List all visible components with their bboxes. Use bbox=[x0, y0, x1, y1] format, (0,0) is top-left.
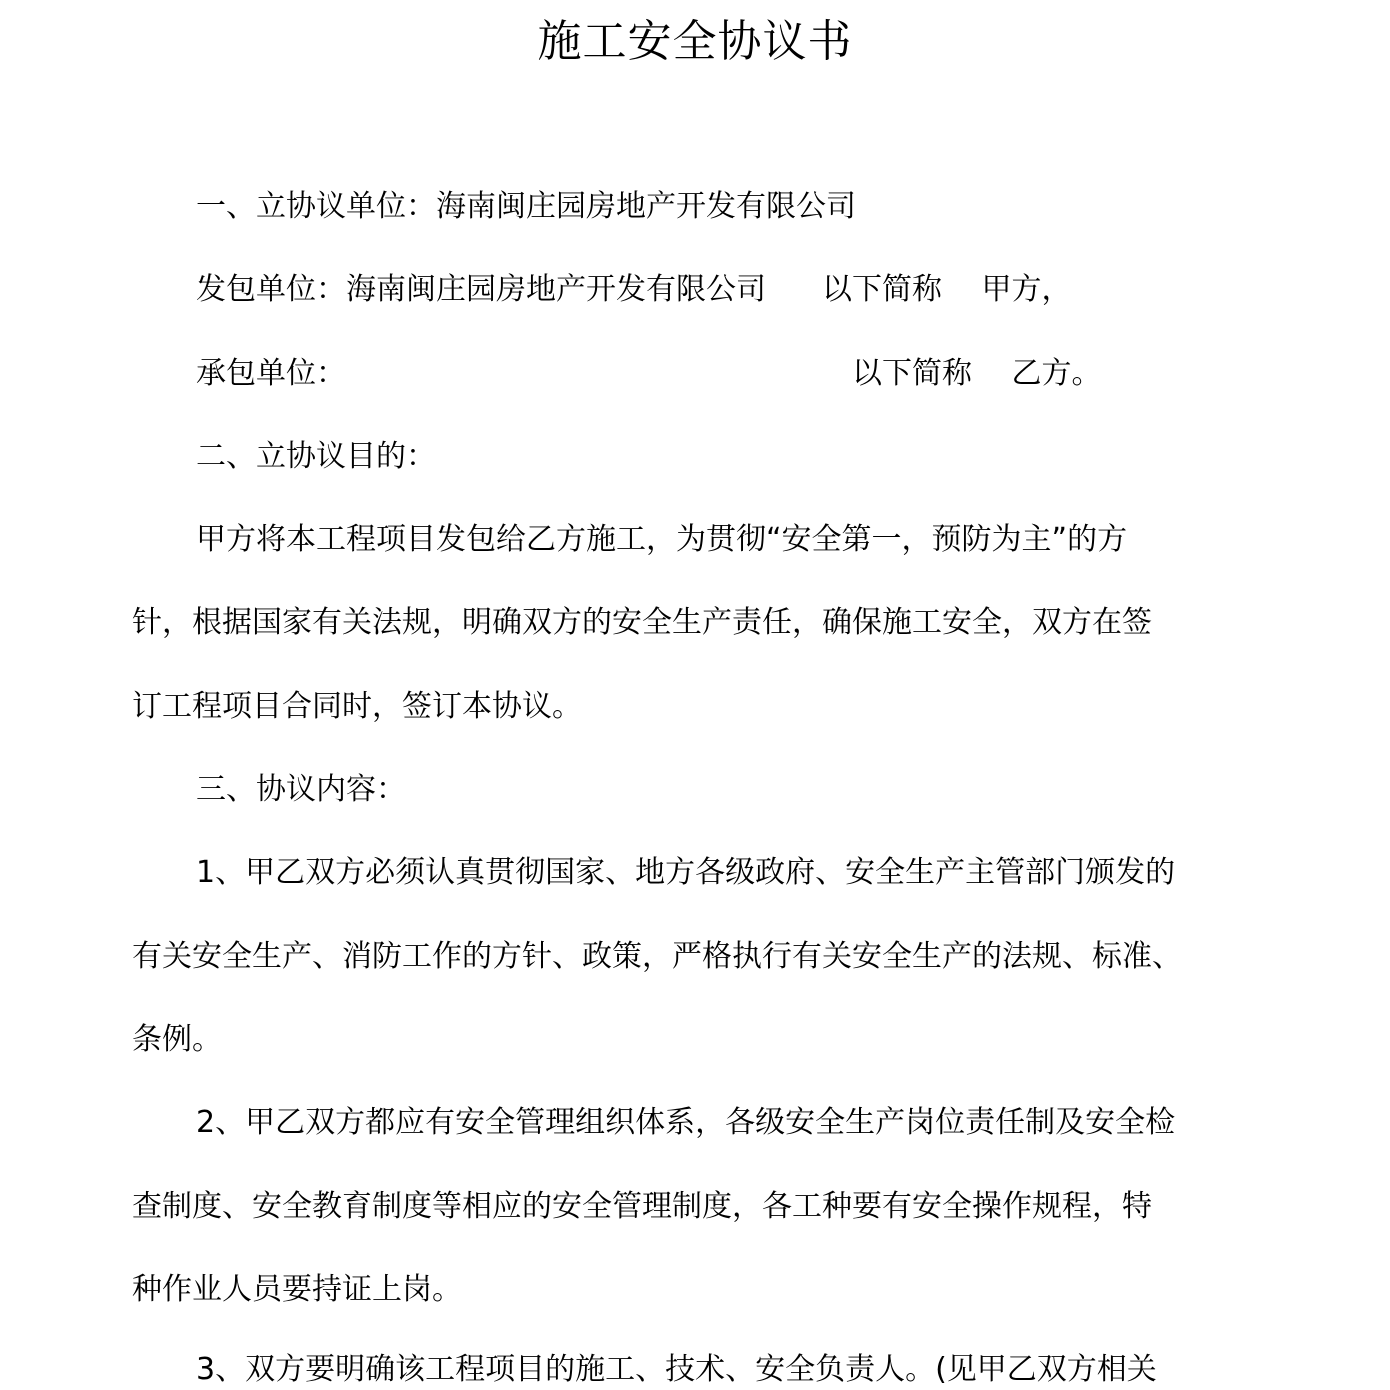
clause-2-line-1: 2、甲乙双方都应有安全管理组织体系，各级安全生产岗位责任制及安全检 bbox=[196, 1105, 1176, 1140]
party-a-short-name: 以下简称 甲方， bbox=[822, 272, 1072, 307]
clause-2-line-2: 查制度、安全教育制度等相应的安全管理制度，各工种要有安全操作规程，特 bbox=[132, 1189, 1152, 1224]
clause-1-line-1: 1、甲乙双方必须认真贯彻国家、地方各级政府、安全生产主管部门颁发的 bbox=[196, 855, 1176, 890]
purpose-line-3: 订工程项目合同时，签订本协议。 bbox=[132, 689, 582, 724]
section-2-heading: 二、立协议目的： bbox=[196, 439, 436, 474]
clause-3-line-1: 3、双方要明确该工程项目的施工、技术、安全负责人。(见甲乙双方相关 bbox=[196, 1352, 1157, 1387]
purpose-line-1: 甲方将本工程项目发包给乙方施工，为贯彻“安全第一，预防为主”的方 bbox=[196, 522, 1128, 557]
clause-2-line-3: 种作业人员要持证上岗。 bbox=[132, 1272, 462, 1307]
party-a-line: 发包单位：海南闽庄园房地产开发有限公司 bbox=[196, 272, 766, 307]
purpose-line-2: 针，根据国家有关法规，明确双方的安全生产责任，确保施工安全，双方在签 bbox=[132, 605, 1152, 640]
section-3-heading: 三、协议内容： bbox=[196, 772, 406, 807]
clause-1-line-3: 条例。 bbox=[132, 1022, 222, 1057]
party-b-line: 承包单位： bbox=[196, 356, 346, 391]
section-1-heading: 一、立协议单位：海南闽庄园房地产开发有限公司 bbox=[196, 189, 856, 224]
party-b-short-name: 以下简称 乙方。 bbox=[852, 356, 1102, 391]
clause-1-line-2: 有关安全生产、消防工作的方针、政策，严格执行有关安全生产的法规、标准、 bbox=[132, 939, 1182, 974]
document-title: 施工安全协议书 bbox=[537, 16, 853, 67]
